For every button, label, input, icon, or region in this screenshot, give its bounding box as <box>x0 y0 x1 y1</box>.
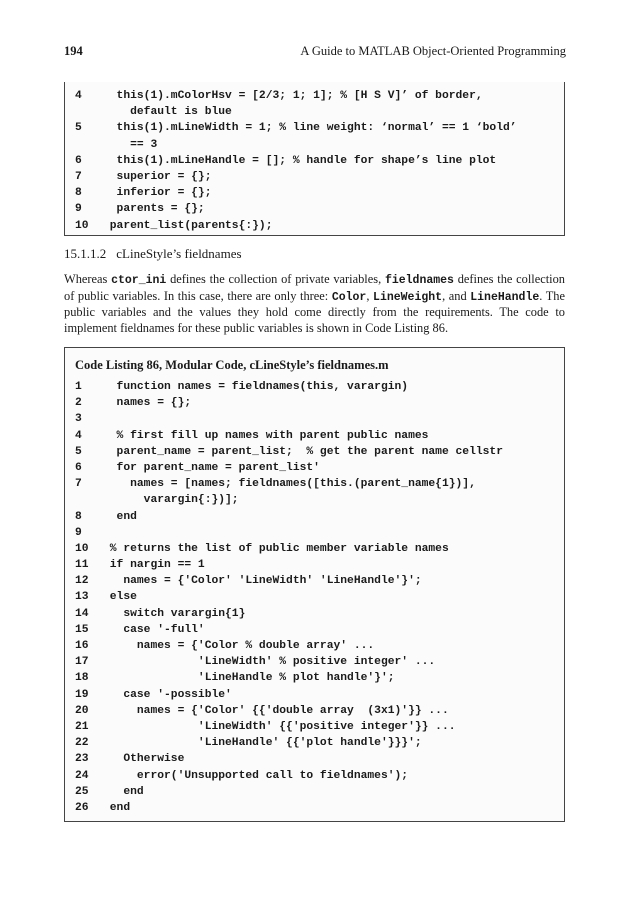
line-number: 19 <box>75 688 89 701</box>
code-line <box>65 185 564 201</box>
line-number: 18 <box>75 672 89 685</box>
code-term: LineWeight <box>373 290 443 304</box>
line-number: 4 <box>75 429 82 442</box>
code-text: names = [names; fieldnames([this.(parent_name{1})], <box>103 478 476 491</box>
code-text: end <box>103 785 144 798</box>
code-text: end <box>103 510 137 523</box>
code-listing-box <box>64 347 565 822</box>
code-term: ctor_ini <box>111 274 167 287</box>
section-number: 15.1.1.2 <box>64 246 107 261</box>
code-line <box>65 768 564 784</box>
code-text: 'LineWidth' {{'positive integer'}} ... <box>103 720 456 733</box>
line-number: 1 <box>75 381 82 393</box>
code-line <box>65 137 564 153</box>
code-text: superior = {}; <box>103 170 212 183</box>
line-number: 22 <box>75 737 89 750</box>
running-title: A Guide to MATLAB Object-Oriented Programming <box>300 44 566 58</box>
code-text: switch varargin{1} <box>103 607 246 620</box>
code-text: names = {'Color' 'LineWidth' 'LineHandle'}'; <box>103 575 422 588</box>
page-number: 194 <box>64 44 83 58</box>
line-number: 8 <box>75 187 82 200</box>
line-number: 9 <box>75 203 82 216</box>
line-number <box>65 492 103 508</box>
code-text: case '-possible' <box>103 688 232 701</box>
line-number: 10 <box>75 219 89 232</box>
code-text: this(1).mLineHandle = []; % handle for shape’s line plot <box>103 154 497 167</box>
code-line <box>65 525 564 541</box>
code-line <box>65 751 564 767</box>
code-line <box>65 88 564 104</box>
line-number: 12 <box>75 575 89 588</box>
para-text: defines the collection of public variables. In this case, there are only three: <box>64 272 565 303</box>
code-line <box>65 784 564 800</box>
code-text: % returns the list of public member variable names <box>103 542 449 555</box>
code-text: 'LineHandle % plot handle'}'; <box>103 672 395 685</box>
line-number <box>65 104 103 120</box>
code-line <box>65 444 564 460</box>
line-number: 4 <box>75 90 82 102</box>
page-header <box>64 44 566 60</box>
section-title: cLineStyle’s fieldnames <box>116 246 242 261</box>
code-line <box>65 589 564 605</box>
code-line <box>65 169 564 185</box>
line-number: 7 <box>75 170 82 183</box>
line-number: 6 <box>75 461 82 474</box>
code-line <box>65 800 564 816</box>
code-text: parents = {}; <box>103 203 205 216</box>
line-number: 17 <box>75 656 89 669</box>
code-line <box>65 120 564 136</box>
code-text: default is blue <box>103 106 232 119</box>
section-heading <box>64 246 242 262</box>
code-line <box>65 638 564 654</box>
code-text: 'LineHandle' {{'plot handle'}}}'; <box>103 737 422 750</box>
code-line <box>65 492 564 508</box>
code-text: 'LineWidth' % positive integer' ... <box>103 656 436 669</box>
line-number: 5 <box>75 122 82 135</box>
code-line <box>65 606 564 622</box>
line-number: 6 <box>75 154 82 167</box>
line-number: 25 <box>75 785 89 798</box>
code-text: for parent_name = parent_list' <box>103 461 320 474</box>
listing-title: Code Listing 86, Modular Code, cLineStyle’s fieldnames.m <box>75 358 389 372</box>
code-line <box>65 670 564 686</box>
code-text: this(1).mLineWidth = 1; % line weight: ‘normal’ == 1 ‘bold’ <box>103 122 517 135</box>
code-listing-lines <box>65 379 564 816</box>
line-number: 2 <box>75 397 82 410</box>
code-text: names = {'Color % double array' ... <box>103 640 375 652</box>
code-text: varargin{:})]; <box>103 494 239 507</box>
code-text: == 3 <box>103 138 158 151</box>
code-text: names = {'Color' {{'double array (3x1)'}} ... <box>103 704 449 717</box>
line-number: 23 <box>75 753 89 766</box>
line-number: 14 <box>75 607 89 620</box>
para-text: , <box>366 288 374 303</box>
code-text: error('Unsupported call to fieldnames'); <box>103 769 409 782</box>
code-line <box>65 104 564 120</box>
line-number: 24 <box>75 769 89 782</box>
line-number <box>65 137 103 153</box>
code-line <box>65 735 564 751</box>
code-fragment-box <box>64 82 565 236</box>
code-text: end <box>103 801 131 814</box>
code-line <box>65 428 564 444</box>
line-number: 7 <box>75 478 82 491</box>
line-number: 3 <box>75 413 82 426</box>
para-text: defines the collection of private variables, <box>166 272 385 286</box>
code-fragment-lines <box>65 88 564 234</box>
code-line <box>65 379 564 395</box>
line-number: 20 <box>75 704 89 717</box>
code-line <box>65 411 564 427</box>
code-line <box>65 153 564 169</box>
line-number: 26 <box>75 801 89 814</box>
code-line <box>65 509 564 525</box>
para-text: , and <box>442 288 471 303</box>
code-term: fieldnames <box>384 274 454 287</box>
code-line <box>65 622 564 638</box>
line-number: 9 <box>75 526 82 539</box>
code-text: case '-full' <box>103 623 205 636</box>
code-text: this(1).mColorHsv = [2/3; 1; 1]; % [H S V]’ of border, <box>103 90 483 102</box>
line-number: 10 <box>75 542 89 555</box>
code-line <box>65 687 564 703</box>
code-text: if nargin == 1 <box>103 559 205 572</box>
code-term: LineHandle <box>470 290 540 304</box>
line-number: 13 <box>75 591 89 604</box>
code-text: % first fill up names with parent public names <box>103 429 429 442</box>
code-line <box>65 201 564 217</box>
code-term: Color <box>331 290 367 304</box>
code-text: function names = fieldnames(this, varargin) <box>103 381 409 393</box>
code-line <box>65 476 564 492</box>
code-text: else <box>103 591 137 604</box>
line-number: 8 <box>75 510 82 523</box>
code-line <box>65 719 564 735</box>
code-line <box>65 573 564 589</box>
code-line <box>65 654 564 670</box>
para-text: . The public variables and the values they hold come directly from the requirements. The code to implement fieldnames for these public variables is shown in Code Listing 86. <box>64 288 565 335</box>
code-text: parent_name = parent_list; % get the parent name cellstr <box>103 445 503 458</box>
code-line <box>65 557 564 573</box>
para-text: Whereas <box>64 272 112 286</box>
line-number: 11 <box>75 559 89 572</box>
line-number: 16 <box>75 640 89 652</box>
code-line <box>65 395 564 411</box>
code-text: Otherwise <box>103 753 185 766</box>
code-text: parent_list(parents{:}); <box>103 219 273 232</box>
code-line <box>65 541 564 557</box>
code-line <box>65 460 564 476</box>
code-text: inferior = {}; <box>103 187 212 200</box>
line-number: 21 <box>75 720 89 733</box>
body-paragraph <box>64 272 565 336</box>
code-line <box>65 703 564 719</box>
code-line <box>65 218 564 234</box>
line-number: 5 <box>75 445 82 458</box>
line-number: 15 <box>75 623 89 636</box>
code-text: names = {}; <box>103 397 192 410</box>
